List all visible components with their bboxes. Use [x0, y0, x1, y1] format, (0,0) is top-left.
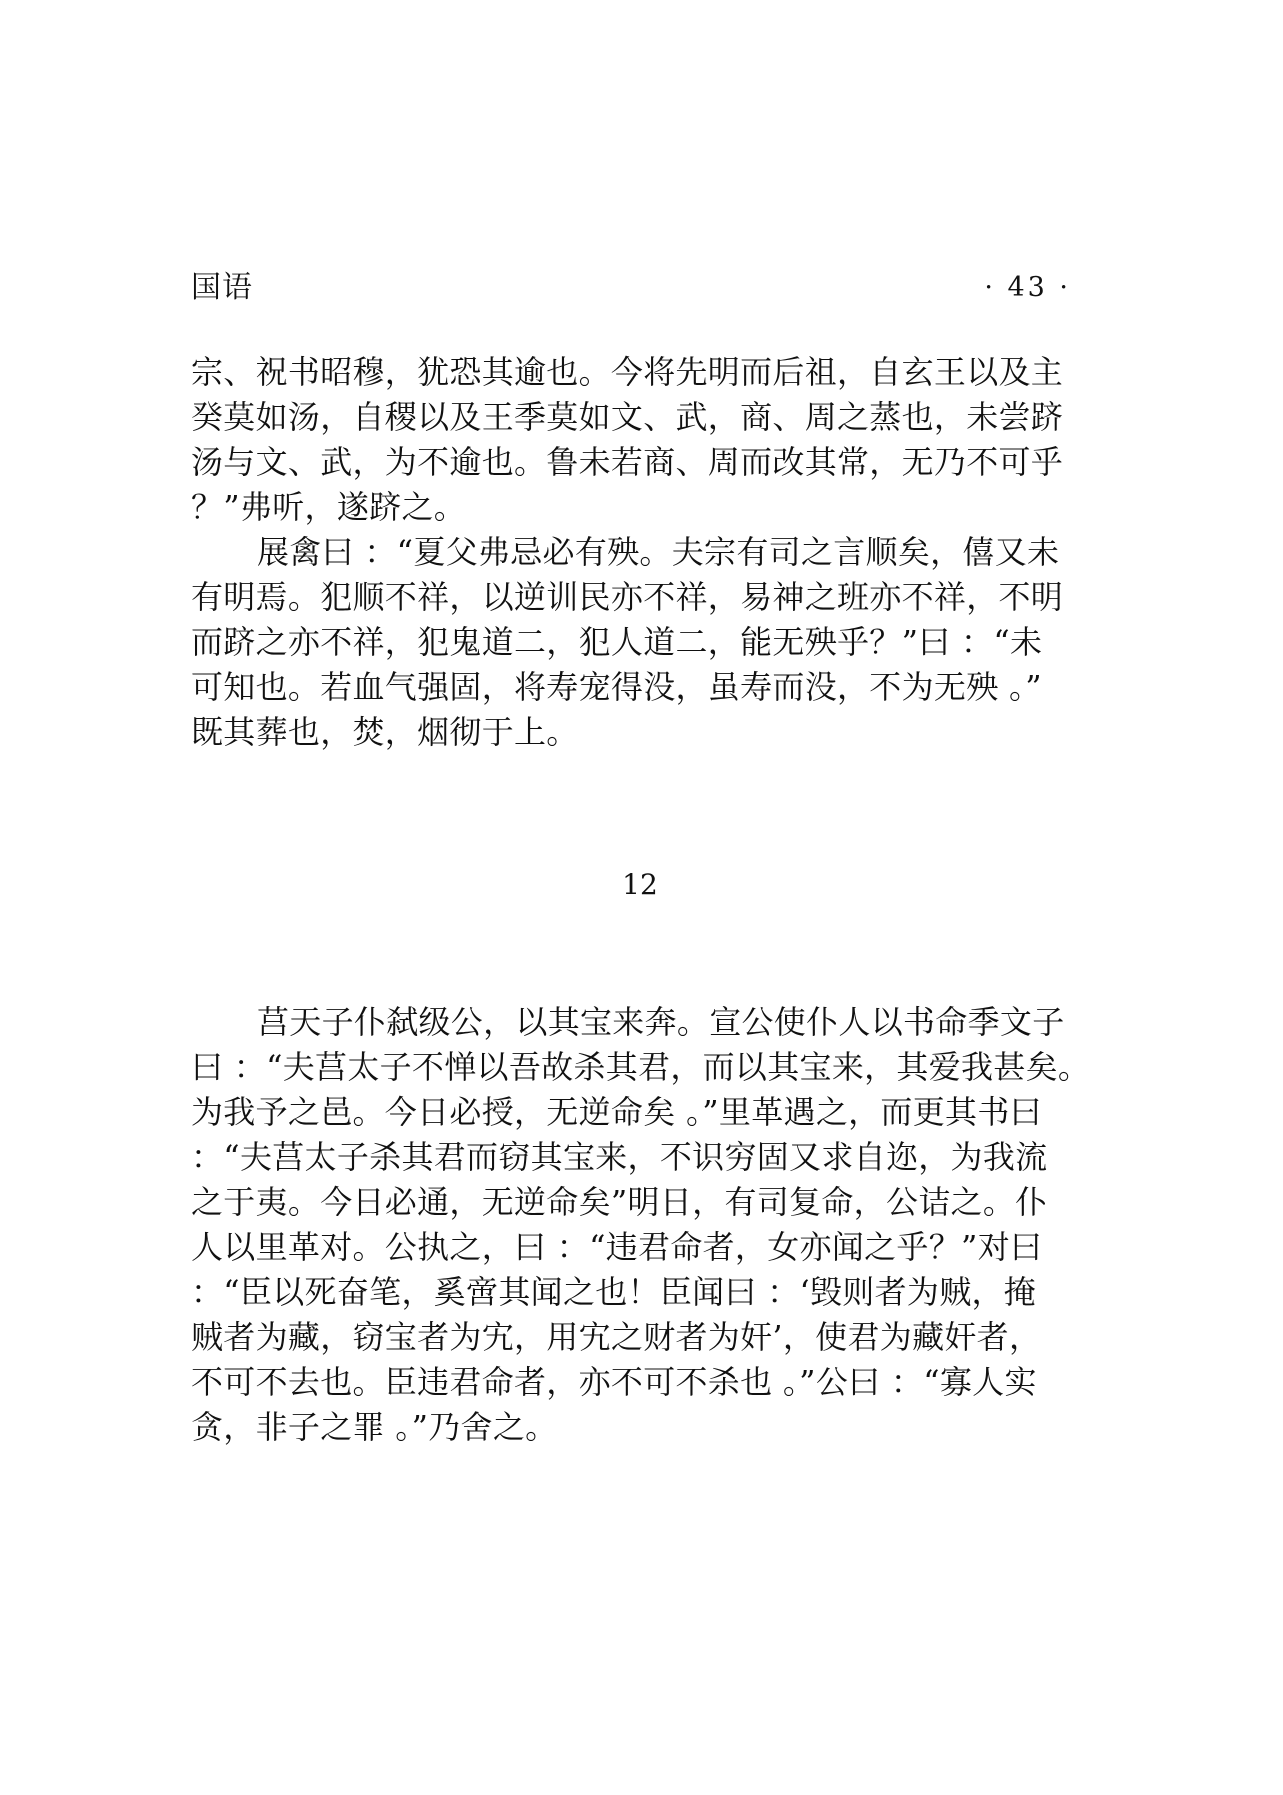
text-line: 不可不去也。臣违君命者，亦不可不杀也 。”公曰 ：“寡人实: [191, 1363, 1037, 1401]
text-line: 既其葬也，焚，烟彻于上。: [191, 713, 579, 751]
text-line: 莒天子仆弑级公，以其宝来奔。宣公使仆人以书命季文子: [257, 1003, 1065, 1041]
passage-continuation: [191, 350, 1091, 755]
running-head: [191, 266, 1071, 310]
text-line: 而跻之亦不祥，犯鬼道二，犯人道二，能无殃乎？”曰 ：“未: [191, 623, 1043, 661]
text-line: 贪，非子之罪 。”乃舍之。: [191, 1408, 558, 1446]
text-line: 为我予之邑。今日必授，无逆命矣 。”里革遇之，而更其书曰: [191, 1093, 1042, 1131]
text-line: ：“臣以死奋笔，奚啻其闻之也！臣闻曰 ：‘毁则者为贼，掩: [191, 1273, 1037, 1311]
text-line: 人以里革对。公执之，曰 ：“违君命者，女亦闻之乎？”对曰: [191, 1228, 1043, 1266]
text-line: 之于夷。今日必通，无逆命矣”明日，有司复命，公诘之。仆: [191, 1183, 1048, 1221]
text-line: 汤与文、武，为不逾也。鲁未若商、周而改其常，无乃不可乎: [191, 443, 1064, 481]
page-number: · 43 ·: [984, 272, 1071, 303]
passage-section-12: [191, 1000, 1091, 1450]
text-line: 可知也。若血气强固，将寿宠得没，虽寿而没，不为无殃 。”: [191, 668, 1042, 706]
text-line: 贼者为藏，窃宝者为宄，用宄之财者为奸’，使君为藏奸者，: [191, 1318, 1042, 1356]
text-line: 曰 ：“夫莒太子不惮以吾故杀其君，而以其宝来，其爱我甚矣。: [191, 1048, 1091, 1086]
text-line: 有明焉。犯顺不祥，以逆训民亦不祥，易神之班亦不祥，不明: [191, 578, 1064, 616]
book-title: 国语: [191, 270, 253, 305]
section-number: 12: [622, 868, 658, 901]
text-line: ？”弗听，遂跻之。: [191, 488, 467, 526]
text-line: 宗、祝书昭穆，犹恐其逾也。今将先明而后祖，自玄王以及主: [191, 353, 1064, 391]
text-line: 展禽曰 ：“夏父弗忌必有殃。夫宗有司之言顺矣，僖又未: [257, 533, 1060, 571]
text-line: 癸莫如汤，自稷以及王季莫如文、武，商、周之蒸也，未尝跻: [191, 398, 1064, 436]
text-line: ：“夫莒太子杀其君而窃其宝来，不识穷固又求自迩，为我流: [191, 1138, 1048, 1176]
